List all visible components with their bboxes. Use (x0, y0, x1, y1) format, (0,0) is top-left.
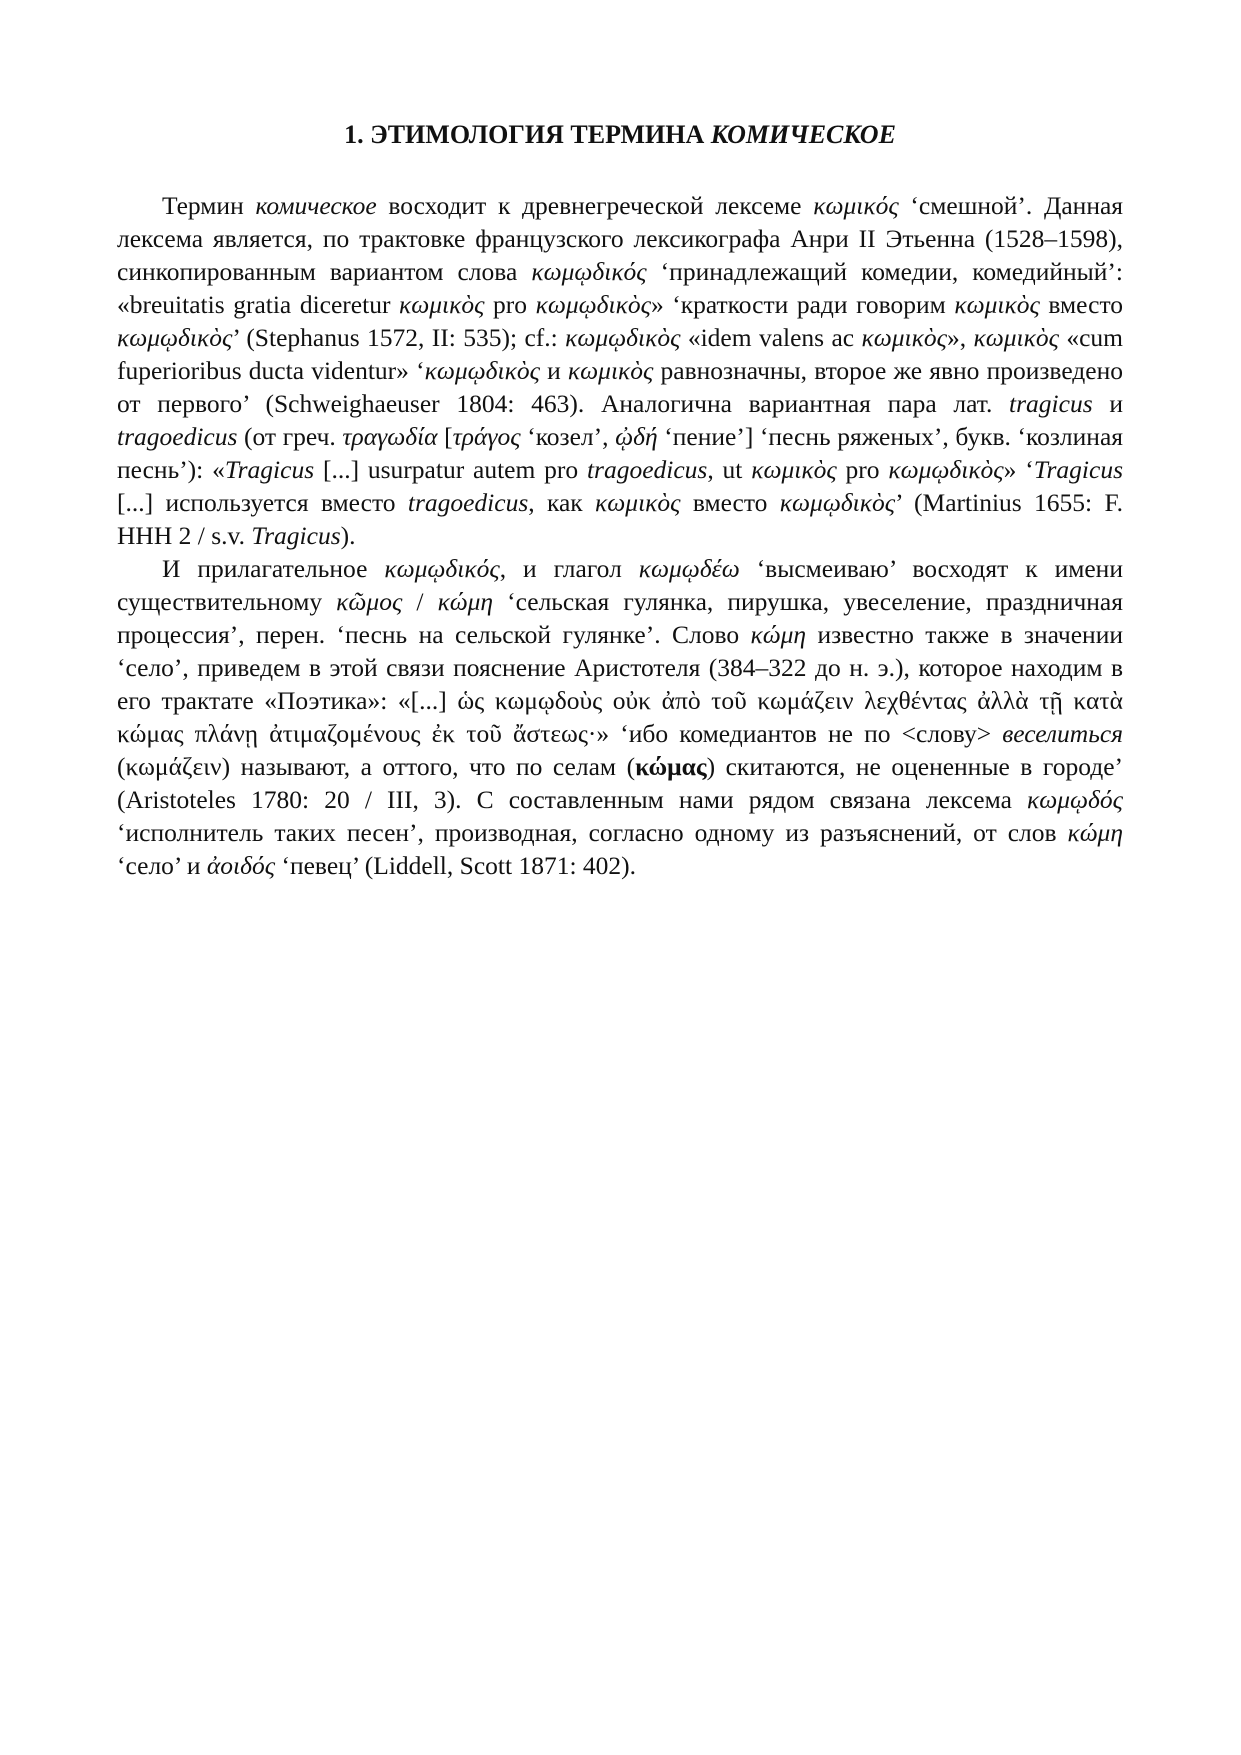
italic-term: Tragicus (224, 455, 315, 484)
italic-term: κωμικὸς (751, 455, 837, 484)
text-run: ‘исполнитель таких песен’, производная, согласно одному из разъяснений, от слов (117, 818, 1068, 847)
italic-term: κωμῳδικὸς (117, 323, 233, 352)
italic-term: κώμη (750, 620, 807, 649)
italic-term: τραγωδία (342, 422, 438, 451)
italic-term: κωμῳδικὸς (888, 455, 1004, 484)
italic-term: ἀοιδός (206, 851, 276, 880)
paragraph (117, 189, 1123, 552)
text-run: и (1092, 389, 1123, 418)
text-run: ’ (Stephanus 1572, II: 535); cf.: (232, 323, 566, 352)
italic-term: комическое (255, 191, 377, 220)
italic-term: κωμῳδικὸς (779, 488, 896, 517)
italic-term: tragicus (1009, 389, 1093, 418)
section-heading (117, 118, 1123, 152)
text-run: и (539, 356, 568, 385)
text-run: ‘высмеиваю’ восходят к имени существительному (117, 554, 1123, 616)
paragraph (117, 552, 1123, 882)
text-run: », (946, 323, 974, 352)
text-run: (κωμάζειν) называют, а оттого, что по селам ( (117, 752, 636, 781)
italic-term: κωμικὸς (861, 323, 947, 352)
italic-term: κωμῳδικὸς (424, 356, 540, 385)
text-run: pro (836, 455, 889, 484)
italic-term: κωμῳδικός (531, 257, 647, 286)
italic-term: tragoedicus (117, 422, 238, 451)
text-run: » ‘ (1003, 455, 1034, 484)
text-run: [ (437, 422, 453, 451)
text-run: восходит к древнегреческой лексеме (376, 191, 814, 220)
text-run: , и глагол (499, 554, 639, 583)
text-run: ‘пение’] ‘песнь ряженых’, букв. ‘козлиная песнь’): « (117, 422, 1123, 484)
italic-term: κωμικὸς (595, 488, 681, 517)
text-run: / (402, 587, 438, 616)
text-run: ‘певец’ (Liddell, Scott 1871: 402). (275, 851, 637, 880)
text-run: , как (528, 488, 596, 517)
italic-term: κωμικὸς (567, 356, 654, 385)
text-run: равнозначны, второе же явно произведено от первого’ (Schweighaeuser 1804: 463). Аналогична вариантная пара лат. (117, 356, 1123, 418)
italic-term: κωμικὸς (954, 290, 1040, 319)
italic-term: tragoedicus (586, 455, 708, 484)
italic-term: веселиться (1002, 719, 1123, 748)
text-run: pro (484, 290, 536, 319)
italic-term: κωμικός (813, 191, 899, 220)
text-run: ‘принадлежащий комедии, комедийный’: «breuitatis gratia diceretur (117, 257, 1123, 319)
text-run: И прилагательное (162, 554, 385, 583)
text-run: вместо (680, 488, 780, 517)
bold-term: κώμας (635, 752, 707, 781)
text-run: вместо (1039, 290, 1123, 319)
text-run: , ut (707, 455, 752, 484)
italic-term: tragoedicus (407, 488, 529, 517)
italic-term: κωμῳδέω (638, 554, 740, 583)
body-text (117, 189, 1123, 882)
italic-term: κωμῳδικὸς (535, 290, 651, 319)
italic-term: κωμῳδικός (384, 554, 500, 583)
heading-italic-term: КОМИЧЕСКОЕ (710, 120, 896, 149)
text-run: ) скитаются, не оцененные в городе’ (Aristoteles 1780: 20 / III, 3). С составленным нами рядом связана лексема (117, 752, 1123, 814)
italic-term: κώμη (437, 587, 494, 616)
text-run: ‘смешной’. Данная лексема является, по трактовке французского лексикографа Анри II Этьенна (1528–1598), синкопированным вариантом слова (117, 191, 1124, 286)
italic-term: κωμῳδός (1027, 785, 1123, 814)
italic-term: κώμη (1067, 818, 1123, 847)
text-run: известно также в значении ‘село’, приведем в этой связи пояснение Аристотеля (384–322 до н. э.), которое находим в его трактате «Поэтика»: «[...] ὡς κωμῳδοὺς οὐκ ἀπὸ τοῦ κωμάζειν λεχθέντας ἀλλὰ τῇ κατὰ κώμας πλάνῃ ἀτιμαζομένους ἐκ τοῦ ἄστεως·» ‘ибо комедиантов не по <слову> (117, 620, 1123, 748)
text-run: «cum fuperioribus ducta videntur» ‘ (117, 323, 1123, 385)
heading-text: 1. ЭТИМОЛОГИЯ ТЕРМИНА (344, 120, 711, 149)
italic-term: κωμικὸς (399, 290, 485, 319)
text-run: Термин (162, 191, 256, 220)
text-run: [...] используется вместо (117, 488, 408, 517)
text-run: [...] usurpatur autem pro (314, 455, 587, 484)
italic-term: κῶμος (336, 587, 403, 616)
text-run: «idem valens ac (680, 323, 862, 352)
italic-term: τράγος (452, 422, 521, 451)
italic-term: Tragicus (251, 521, 341, 550)
text-run: ‘сельская гулянка, пирушка, увеселение, праздничная процессия’, перен. ‘песнь на сельской гулянке’. Слово (117, 587, 1123, 649)
text-run: ’ (Martinius 1655: F. HHH 2 / s.v. (117, 488, 1123, 550)
text-run: » ‘краткости ради говорим (650, 290, 955, 319)
italic-term: Tragicus (1033, 455, 1124, 484)
text-run: ). (340, 521, 356, 550)
italic-term: κωμῳδικὸς (565, 323, 681, 352)
text-run: (от греч. (237, 422, 343, 451)
italic-term: ᾠδή (615, 422, 658, 451)
italic-term: κωμικὸς (973, 323, 1059, 352)
text-run: ‘козел’, (520, 422, 616, 451)
text-run: ‘село’ и (117, 851, 207, 880)
